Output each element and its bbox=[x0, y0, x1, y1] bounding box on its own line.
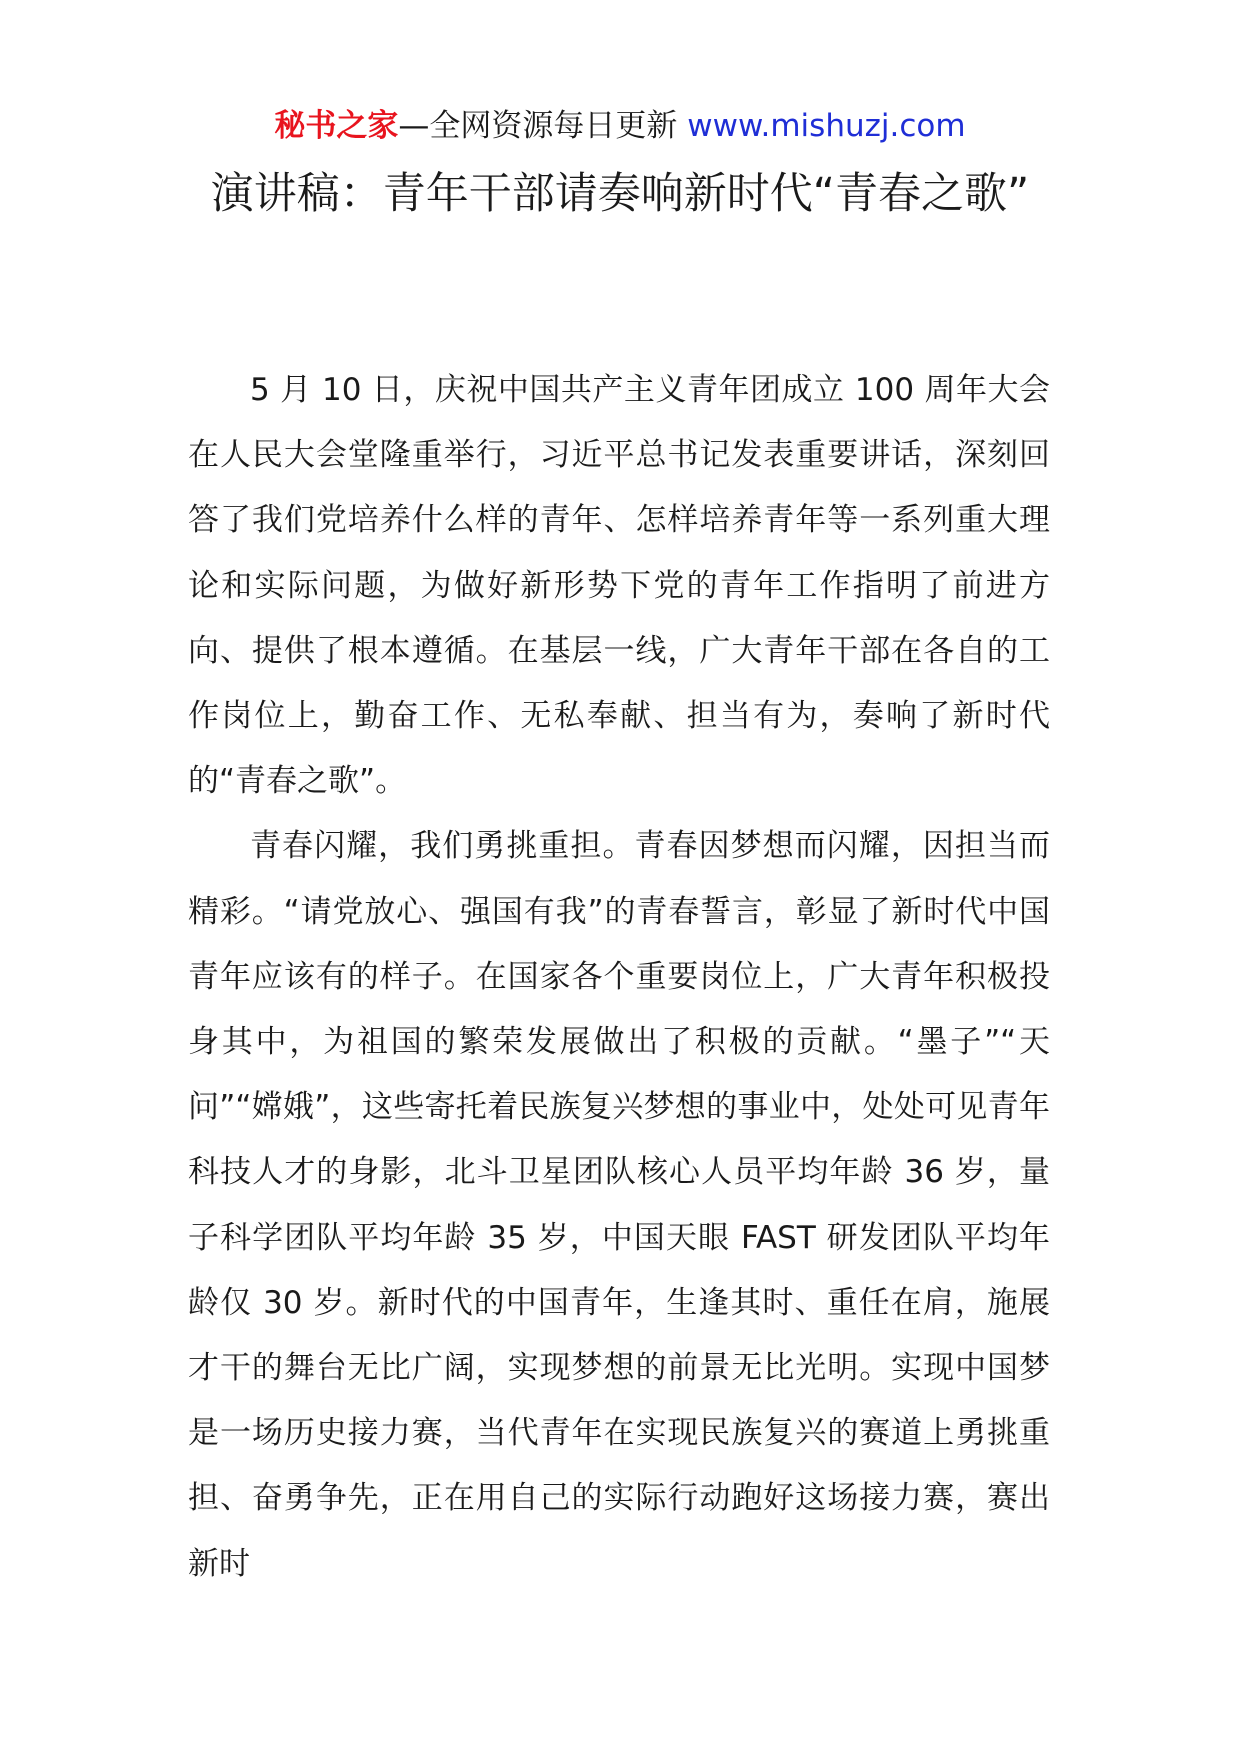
site-tagline: —全网资源每日更新 bbox=[398, 108, 688, 144]
site-url-link[interactable]: www.mishuzj.com bbox=[687, 108, 966, 144]
document-body bbox=[188, 358, 1050, 1597]
body-paragraph: 5 月 10 日，庆祝中国共产主义青年团成立 100 周年大会在人民大会堂隆重举行，习近平总书记发表重要讲话，深刻回答了我们党培养什么样的青年、怎样培养青年等一系列重大理论和实际问题，为做好新形势下党的青年工作指明了前进方向、提供了根本遵循。在基层一线，广大青年干部在各自的工作岗位上，勤奋工作、无私奉献、担当有为，奏响了新时代的“青春之歌”。 bbox=[188, 372, 1050, 800]
document-title: 演讲稿：青年干部请奏响新时代“青春之歌” bbox=[210, 169, 1030, 219]
site-header bbox=[0, 104, 1240, 148]
body-paragraph: 青春闪耀，我们勇挑重担。青春因梦想而闪耀，因担当而精彩。“请党放心、强国有我”的青春誓言，彰显了新时代中国青年应该有的样子。在国家各个重要岗位上，广大青年积极投身其中，为祖国的繁荣发展做出了积极的贡献。“墨子”“天问”“嫦娥”，这些寄托着民族复兴梦想的事业中，处处可见青年科技人才的身影，北斗卫星团队核心人员平均年龄 36 岁，量子科学团队平均年龄 35 岁，中国天眼 FAST 研发团队平均年龄仅 30 岁。新时代的中国青年，生逢其时、重任在肩，施展才干的舞台无比广阔，实现梦想的前景无比光明。实现中国梦是一场历史接力赛，当代青年在实现民族复兴的赛道上勇挑重担、奋勇争先，正在用自己的实际行动跑好这场接力赛，赛出新时 bbox=[188, 828, 1050, 1582]
site-brand: 秘书之家 bbox=[274, 108, 399, 144]
